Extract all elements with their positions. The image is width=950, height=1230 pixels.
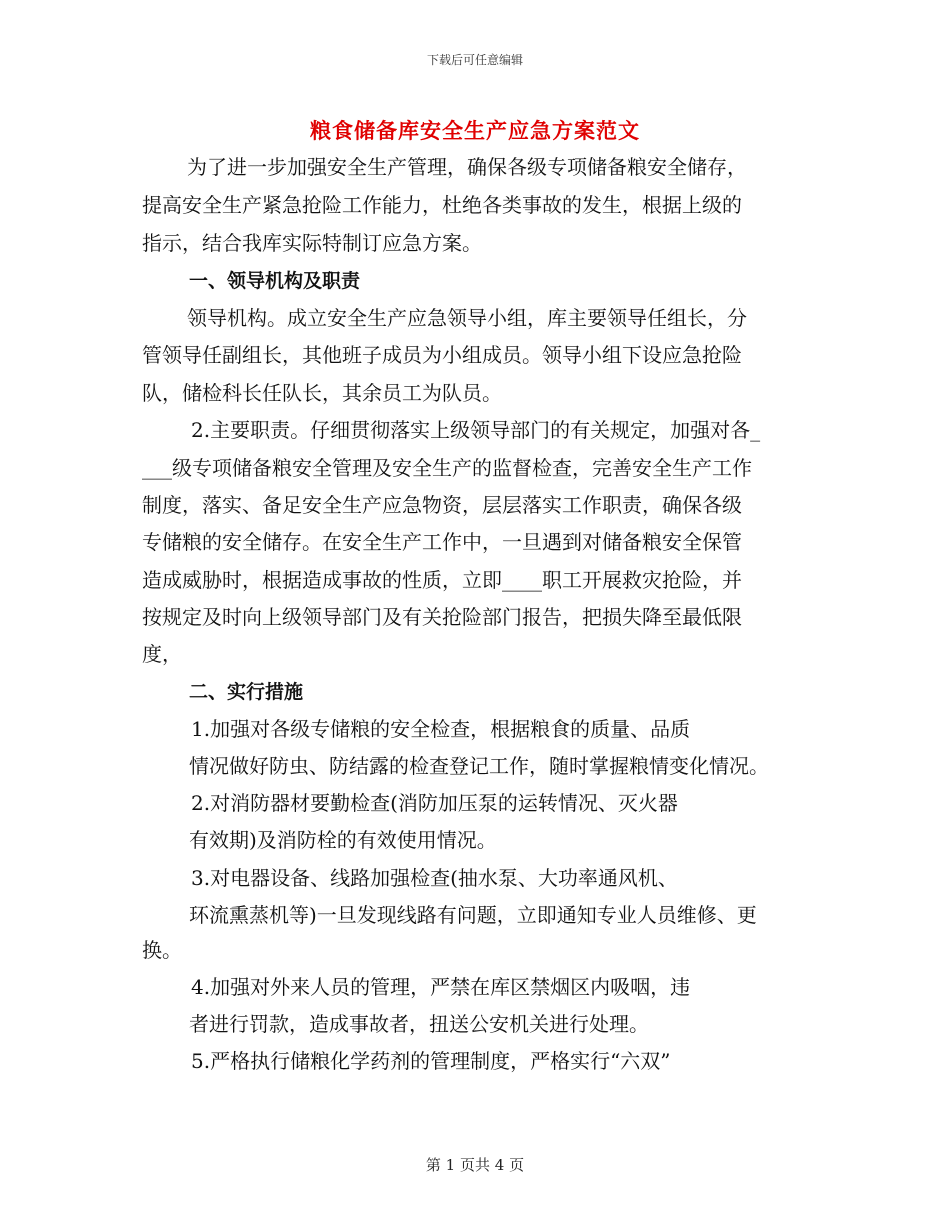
document-title: 粮食储备库安全生产应急方案范文 bbox=[310, 118, 640, 143]
body-line: 2.对消防器材要勤检查(消防加压泵的运转情况、灭火器 bbox=[191, 791, 678, 815]
body-line: 造成威胁时，根据造成事故的性质，立即____职工开展救灾抢险，并 bbox=[142, 568, 742, 592]
body-line: 度， bbox=[142, 642, 182, 666]
body-line: ___级专项储备粮安全管理及安全生产的监督检查，完善安全生产工作 bbox=[142, 456, 752, 480]
page-indicator: 第 1 页共 4 页 bbox=[425, 1156, 525, 1174]
section-heading: 一、领导机构及职责 bbox=[189, 270, 361, 292]
body-line: 者进行罚款，造成事故者，扭送公安机关进行处理。 bbox=[189, 1012, 649, 1036]
body-line: 3.对电器设备、线路加强检查(抽水泵、大功率通风机、 bbox=[191, 866, 678, 890]
body-line: 制度，落实、备足安全生产应急物资，层层落实工作职责，确保各级 bbox=[142, 493, 742, 517]
body-line: 指示，结合我库实际特制订应急方案。 bbox=[142, 231, 482, 255]
body-line: 为了进一步加强安全生产管理，确保各级专项储备粮安全储存， bbox=[187, 155, 747, 179]
body-line: 管领导任副组长，其他班子成员为小组成员。领导小组下设应急抢险 bbox=[142, 343, 742, 367]
body-line: 换。 bbox=[142, 938, 182, 962]
section-heading: 二、实行措施 bbox=[189, 681, 304, 703]
body-line: 有效期)及消防栓的有效使用情况。 bbox=[189, 828, 497, 852]
body-line: 领导机构。成立安全生产应急领导小组，库主要领导任组长，分 bbox=[187, 306, 747, 330]
body-line: 4.加强对外来人员的管理，严禁在库区禁烟区内吸咽，违 bbox=[191, 975, 691, 999]
body-line: 2.主要职责。仔细贯彻落实上级领导部门的有关规定，加强对各_ bbox=[191, 418, 761, 442]
body-line: 5.严格执行储粮化学药剂的管理制度，严格实行“六双” bbox=[191, 1049, 671, 1073]
body-line: 队，储检科长任队长，其余员工为队员。 bbox=[142, 381, 502, 405]
body-line: 1.加强对各级专储粮的安全检查，根据粮食的质量、品质 bbox=[191, 717, 691, 741]
body-line: 情况做好防虫、防结露的检查登记工作，随时掌握粮情变化情况。 bbox=[189, 754, 769, 778]
body-line: 按规定及时向上级领导部门及有关抢险部门报告，把损失降至最低限 bbox=[142, 605, 742, 629]
body-line: 提高安全生产紧急抢险工作能力，杜绝各类事故的发生，根据上级的 bbox=[142, 193, 742, 217]
body-line: 环流熏蒸机等)一旦发现线路有问题，立即通知专业人员维修、更 bbox=[189, 903, 757, 927]
header-note: 下载后可任意编辑 bbox=[426, 53, 523, 67]
body-line: 专储粮的安全储存。在安全生产工作中，一旦遇到对储备粮安全保管 bbox=[142, 530, 742, 554]
